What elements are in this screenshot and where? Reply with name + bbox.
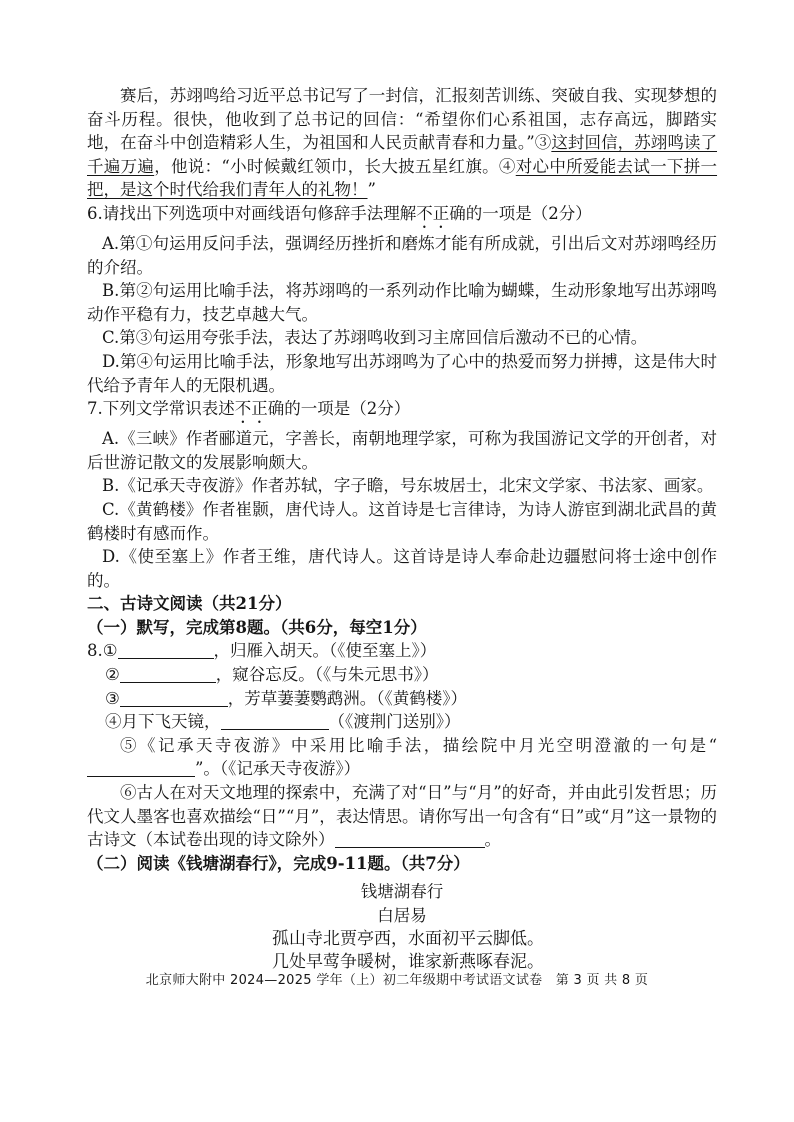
q8-line-1 <box>87 639 717 663</box>
section-2-sub-2: （二）阅读《钱塘湖春行》，完成9-11题。（共7分） <box>87 853 470 873</box>
q6-option-b: B.第②句运用比喻手法，将苏翊鸣的一系列动作比喻为蝴蝶，生动形象地写出苏翊鸣动作平稳有力，技艺卓越大气。 <box>87 281 717 324</box>
passage-paragraph <box>87 84 717 202</box>
q7-option-b: B.《记承天寺夜游》作者苏轼，字子瞻，号东坡居士，北宋文学家、书法家、画家。 <box>102 476 714 496</box>
passage-text: ” <box>367 180 376 200</box>
q6-stem-text: 6.请找出下列选项中对画线语句修辞手法理解 <box>87 203 417 223</box>
q8-text: ，归雁入胡天。（《使至塞上》） <box>213 641 437 661</box>
q7-stem <box>87 397 717 427</box>
q7-option-c: C.《黄鹤楼》作者崔颢，唐代诗人。这首诗是七言律诗，为诗人游宦到湖北武昌的黄鹤楼时有感而作。 <box>87 499 717 543</box>
underlined-sentence-3: 这封回信，苏翊鸣读了千遍万遍 <box>87 133 718 176</box>
q8-line-5 <box>87 734 717 781</box>
q6-option-c: C.第③句运用夸张手法，表达了苏翊鸣收到习主席回信后激动不已的心情。 <box>102 328 648 348</box>
q8-line-6 <box>87 781 717 852</box>
blank-3[interactable] <box>120 690 228 707</box>
q8-text: （《渡荆门送别》） <box>328 712 461 732</box>
underlined-sentence-4: 对心中所爱能去试一下拼一把，是这个时代给我们青年人的礼物！ <box>87 156 718 200</box>
blank-4[interactable] <box>221 713 329 730</box>
q7-stem-text: 确的一项是（2分） <box>267 399 411 419</box>
q8-number: 8.① <box>87 641 118 661</box>
mark-3: ③ <box>534 133 552 153</box>
q6-stem-text: 确的一项是（2分） <box>449 203 592 223</box>
q6-option-a: A.第①句运用反问手法，强调经历挫折和磨炼才能有所成就，引出后文对苏翊鸣经历的介绍。 <box>87 233 717 277</box>
q7-stem-text: 7.下列文学常识表述 <box>87 399 235 419</box>
q8-text: 。 <box>484 830 501 850</box>
page-footer: 北京师大附中 2024—2025 学年（上）初二年级期中考试语文试卷 第 3 页 共 8 页 <box>145 973 649 988</box>
poem-title: 钱塘湖春行 <box>360 882 444 902</box>
q8-text: ⑤《记承天寺夜游》中采用比喻手法，描绘院中月光空明澄澈的一句是“ <box>120 735 717 755</box>
q6-option-d: D.第④句运用比喻手法，形象地写出苏翊鸣为了心中的热爱而努力拼搏，这是伟大时代给予青年人的无限机遇。 <box>87 351 717 395</box>
q7-option-d: D.《使至塞上》作者王维，唐代诗人。这首诗是诗人奉命赴边疆慰问将士途中创作的。 <box>87 547 717 590</box>
q8-text: ，窥谷忘反。（《与朱元思书》） <box>215 665 439 685</box>
poem-line-1: 孤山寺北贾亭西，水面初平云脚低。 <box>272 928 544 949</box>
mark-4: ④ <box>498 156 516 176</box>
emphasis-text: 不正 <box>234 399 268 419</box>
q8-number: ③ <box>105 688 120 708</box>
q8-text: ④月下飞天镜， <box>105 712 221 732</box>
q8-line-4 <box>87 710 717 734</box>
passage-text: ，他说：“小时候戴红领巾，长大披五星红旗。 <box>154 156 499 176</box>
section-2-sub-1: （一）默写，完成第8题。（共6分，每空1分） <box>87 617 427 637</box>
q8-number: ② <box>105 665 120 685</box>
section-2-heading: 二、古诗文阅读（共21分） <box>87 594 292 614</box>
page-content <box>87 84 717 975</box>
q8-text: ，芳草萋萋鹦鹉洲。（《黄鹤楼》） <box>227 688 468 708</box>
q6-stem <box>87 202 717 232</box>
blank-2[interactable] <box>120 666 216 683</box>
q8-line-3 <box>87 687 717 711</box>
blank-5[interactable] <box>87 760 195 777</box>
poem-line-2: 几处早莺争暖树，谁家新燕啄春泥。 <box>272 952 544 973</box>
emphasis-text: 不正 <box>416 203 450 223</box>
blank-1[interactable] <box>118 642 214 659</box>
q8-line-2 <box>87 663 717 687</box>
q8-text: ”。（《记承天寺夜游》） <box>195 759 361 779</box>
q8-text: ⑥古人在对天文地理的探索中，充满了对“日”与“月”的好奇，并由此引发哲思；历代文人墨客也喜欢描绘“日”“月”，表达情思。请你写出一句含有“日”或“月”这一景物的古诗文（本试卷出现的诗文除外） <box>87 783 717 850</box>
blank-6[interactable] <box>335 831 485 848</box>
passage-text: 赛后，苏翊鸣给习近平总书记写了一封信，汇报刻苦训练、突破自我、实现梦想的奋斗历程。很快，他收到了总书记的回信：“希望你们心系祖国，志存高远，脚踏实地，在奋斗中创造精彩人生，为祖国和人民贡献青春和力量。” <box>87 86 717 153</box>
q7-option-a: A.《三峡》作者郦道元，字善长，南朝地理学家，可称为我国游记文学的开创者，对后世游记散文的发展影响颇大。 <box>87 429 717 472</box>
poem-author: 白居易 <box>377 906 427 925</box>
